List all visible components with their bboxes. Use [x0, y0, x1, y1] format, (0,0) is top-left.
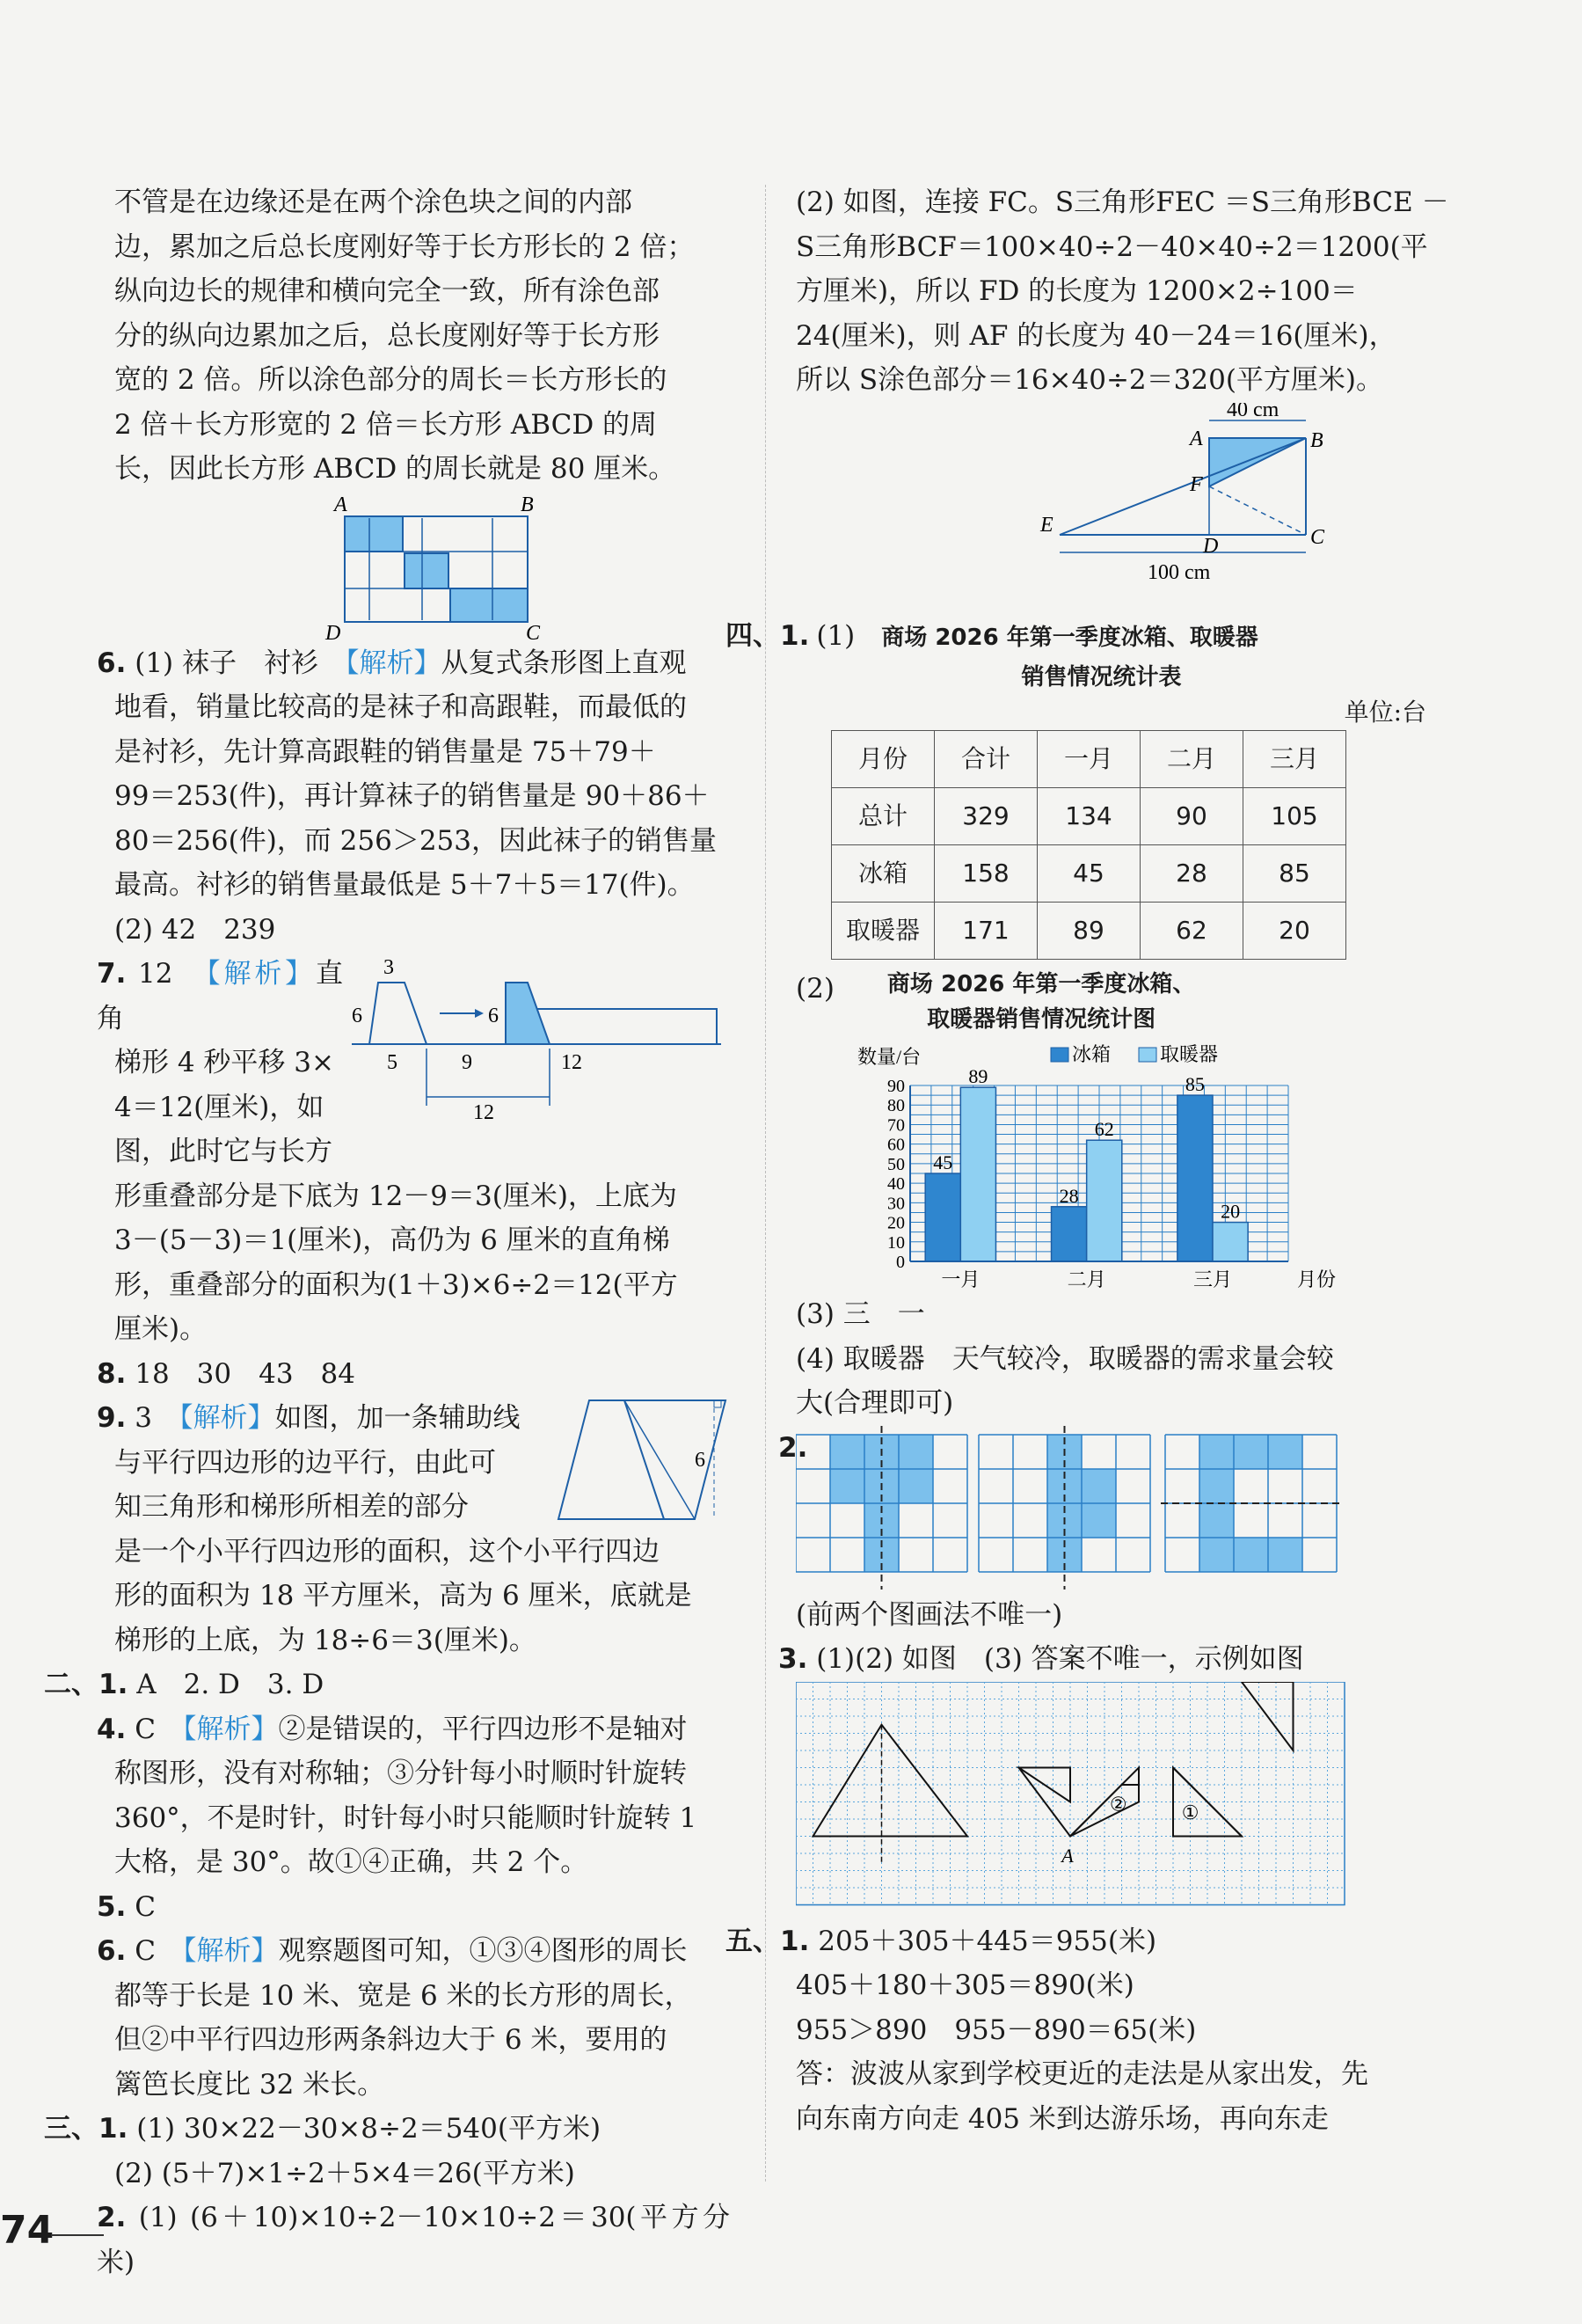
shaded-cell	[1199, 1469, 1234, 1503]
vertex-b-label: B	[521, 493, 534, 516]
shaded-cell	[1199, 1435, 1234, 1469]
q9-head: 3	[135, 1402, 179, 1434]
table-header-cell: 月份	[832, 731, 935, 788]
trapezoid-translation-figure	[352, 947, 730, 1123]
table-header-row	[832, 731, 1346, 788]
section-4	[725, 614, 1495, 1919]
sec3-q1a	[44, 2107, 730, 2152]
table-cell: 28	[1141, 845, 1243, 903]
text-line: 形的面积为 18 平方厘米，高为 6 厘米，底就是	[114, 1580, 692, 1611]
q7-number: 7.	[97, 958, 127, 990]
left-column	[44, 180, 730, 2284]
table-cell: 62	[1141, 903, 1243, 960]
sec2-q4-number: 4.	[97, 1713, 127, 1745]
text-line: 宽的 2 倍。所以涂色部分的周长＝长方形长的	[114, 364, 667, 396]
sec2-q1-number: 1.	[98, 1669, 128, 1700]
sec4-q3-number: 3.	[778, 1643, 808, 1675]
table-title-1: 商场 2026 年第一季度冰箱、取暖器	[881, 624, 1258, 651]
shaded-cell	[1234, 1435, 1268, 1469]
bar-value-label: 85	[1185, 1073, 1205, 1096]
question-6	[97, 641, 730, 953]
q7-label-12b: 12	[473, 1101, 494, 1123]
sec2-q4-head: C	[135, 1713, 183, 1745]
sec3-q2	[97, 2196, 730, 2284]
bar	[1052, 1207, 1087, 1261]
legend-label: 冰箱	[1072, 1043, 1112, 1065]
sec2-q4-first-text: ②是错误的，平行四边形不是轴对	[278, 1713, 688, 1745]
text-line: 360°，不是时针，时针每小时只能顺时针旋转 1	[114, 1801, 697, 1834]
bar	[1213, 1223, 1248, 1261]
text-line: (2) 如图，连接 FC。S三角形FEC ＝S三角形BCE －	[796, 186, 1449, 218]
vertex-a-label: A	[334, 493, 347, 516]
legend-swatch	[1139, 1048, 1156, 1062]
sec4-q3-text: (1)(2) 如图 (3) 答案不唯一，示例如图	[816, 1643, 1304, 1675]
bar-value-label: 20	[1221, 1200, 1241, 1223]
sec4-part1: (1)	[816, 619, 856, 652]
text-line: 与平行四边形的边平行，由此可	[114, 1446, 496, 1479]
text-line: 形重叠部分是下底为 12－9＝3(厘米)，上底为	[114, 1180, 677, 1212]
x-tick-label: 一月	[941, 1268, 981, 1290]
shaded-cell	[1199, 1503, 1234, 1538]
vertex-b-label: B	[1310, 428, 1323, 452]
q6-number: 6.	[97, 647, 127, 679]
text-line: 大格，是 30°。故①④正确，共 2 个。	[114, 1846, 588, 1878]
sec5-label: 五、	[725, 1925, 780, 1957]
text-line: 称图形，没有对称轴；③分针每小时顺时针旋转	[114, 1758, 687, 1789]
shaded-cell	[1268, 1538, 1302, 1572]
y-tick-label: 80	[887, 1096, 905, 1116]
q7-label-5: 5	[387, 1051, 397, 1074]
table-header-cell: 合计	[935, 731, 1038, 788]
text-line: 梯形的上底，为 18÷6＝3(厘米)。	[114, 1624, 536, 1656]
y-axis-label: 数量/台	[857, 1046, 922, 1068]
analysis-tag: 【解析】	[182, 1935, 279, 1967]
text-line: 2 倍＋长方形宽的 2 倍＝长方形 ABCD 的周	[114, 408, 658, 441]
shaded-cell	[1199, 1538, 1234, 1572]
sec4-label: 四、	[725, 619, 780, 652]
text-line: 知三角形和梯形所相差的部分	[114, 1491, 469, 1523]
sec2-q5-number: 5.	[97, 1890, 127, 1923]
shape-2-label: ②	[1109, 1792, 1127, 1815]
q6-first-line	[97, 641, 730, 686]
sec2-q4-first	[97, 1707, 730, 1752]
y-tick-label: 70	[887, 1115, 905, 1136]
shaded-cell	[899, 1435, 933, 1469]
vertex-d-label: D	[325, 621, 341, 641]
text-line: 分的纵向边累加之后，总长度刚好等于长方形	[114, 319, 660, 352]
bar-value-label: 28	[1059, 1184, 1079, 1207]
shaded-cell	[1234, 1538, 1268, 1572]
sec4-part2: (2)	[796, 973, 835, 1005]
shaded-cell	[830, 1435, 864, 1469]
text-line: 是衬衫，先计算高跟鞋的销售量是 75＋79＋	[114, 735, 656, 768]
y-tick-label: 50	[887, 1154, 905, 1174]
vertex-c-label: C	[526, 621, 541, 641]
text-line: 长，因此长方形 ABCD 的周长就是 80 厘米。	[114, 453, 676, 485]
sec3-q1-number: 1.	[98, 2113, 128, 2145]
text-line: 厘米)。	[114, 1313, 208, 1345]
sales-table	[831, 730, 1346, 960]
text-line: 24(厘米)，则 AF 的长度为 40－24＝16(厘米)，	[796, 319, 1396, 352]
table-cell: 45	[1038, 845, 1141, 903]
legend-swatch	[1051, 1048, 1068, 1062]
sec2-q6-first	[97, 1929, 730, 1974]
question-8	[97, 1352, 730, 1397]
text-line: 边，累加之后总长度刚好等于长方形长的 2 倍；	[114, 230, 695, 263]
sec4-q2-note: (前两个图画法不唯一)	[796, 1598, 1063, 1631]
page-number: 74	[0, 2208, 55, 2253]
text-line: 80＝256(件)，而 256＞253，因此袜子的销售量	[114, 824, 717, 857]
text-line: 但②中平行四边形两条斜边大于 6 米，要用的	[114, 2024, 667, 2056]
shaded-cell	[899, 1469, 933, 1503]
legend-label: 取暖器	[1160, 1043, 1219, 1065]
table-cell: 171	[935, 903, 1038, 960]
section-3	[44, 2107, 730, 2284]
text-line: 3－(5－3)＝1(厘米)，高仍为 6 厘米的直角梯	[114, 1224, 670, 1256]
shaded-cell	[1082, 1503, 1116, 1538]
table-cell: 冰箱	[832, 845, 935, 903]
chart-title-line1: 商场 2026 年第一季度冰箱、	[886, 971, 1196, 998]
bar-value-label: 89	[968, 1065, 988, 1088]
bar	[925, 1173, 960, 1261]
section-5	[725, 1919, 1495, 2142]
sec2-q5-text: C	[135, 1890, 156, 1923]
sec3-q1a-text: (1) 30×22－30×8÷2＝540(平方米)	[136, 2113, 601, 2145]
bar	[1087, 1140, 1122, 1261]
sec2-q6-first-text: 观察题图可知，①③④图形的周长	[278, 1935, 688, 1967]
table-cell: 取暖器	[832, 903, 935, 960]
vertex-f-label: F	[1190, 472, 1203, 496]
sec5-line1	[725, 1919, 1495, 1964]
text-line: 最高。衬衫的销售量最低是 5＋7＋5＝17(件)。	[114, 869, 695, 901]
vertex-e-label: E	[1040, 513, 1053, 537]
text-line: 4＝12(厘米)，如	[114, 1091, 324, 1123]
sec2-items: A 2. D 3. D	[136, 1669, 324, 1700]
sec3-label: 三、	[44, 2113, 98, 2145]
text-line: 答：波波从家到学校更近的走法是从家出发，先	[796, 2058, 1368, 2090]
table-header-cell: 三月	[1243, 731, 1346, 788]
sec3-q1b: (2) (5＋7)×1÷2＋5×4＝26(平方米)	[114, 2157, 575, 2189]
sec4-part4b: 大(合理即可)	[796, 1387, 954, 1419]
sec4-q3-line	[778, 1637, 1495, 1682]
triangle-question-text	[796, 180, 1495, 403]
analysis-tag: 【解析】	[182, 1713, 279, 1745]
sec2-q6-number: 6.	[97, 1935, 127, 1967]
q7-first: 直角	[97, 958, 344, 1034]
q8-text: 18 30 43 84	[135, 1357, 356, 1390]
parallelogram-figure	[554, 1396, 730, 1528]
analysis-tag: 【解析】	[179, 1402, 275, 1434]
sec4-q2-number: 2.	[778, 1431, 808, 1464]
table-header-cell: 二月	[1141, 731, 1243, 788]
chart-title-line2: 取暖器销售情况统计图	[927, 1006, 1156, 1033]
sec2-label: 二、	[44, 1669, 98, 1700]
table-row	[832, 788, 1346, 845]
vertex-d-label: D	[1203, 534, 1219, 558]
vertex-a-label: A	[1190, 427, 1203, 450]
table-row	[832, 903, 1346, 960]
sec5-q1-number: 1.	[780, 1925, 810, 1957]
text-line: 图，此时它与长方	[114, 1136, 332, 1167]
text-line: S三角形BCF＝100×40÷2－40×40÷2＝1200(平	[796, 230, 1428, 263]
shape-1-label: ①	[1181, 1801, 1199, 1823]
sec4-part3: (3) 三 一	[796, 1298, 925, 1330]
x-axis-label: 月份	[1297, 1268, 1337, 1290]
analysis-tag: 【解析】	[345, 647, 441, 679]
q9-number: 9.	[97, 1402, 127, 1434]
vertex-c-label: C	[1310, 525, 1325, 549]
q7-first-line	[97, 952, 343, 1041]
text-line: 都等于长是 10 米、宽是 6 米的长方形的周长，	[114, 1979, 692, 2012]
sec2-q6-head: C	[135, 1935, 183, 1967]
text-line: 篱笆长度比 32 米长。	[114, 2068, 385, 2101]
right-column	[725, 180, 1495, 2141]
text-line: 405＋180＋305＝890(米)	[796, 1970, 1134, 2001]
y-tick-label: 90	[887, 1077, 905, 1096]
table-cell: 总计	[832, 788, 935, 845]
table-cell: 158	[935, 845, 1038, 903]
x-tick-label: 二月	[1067, 1268, 1106, 1290]
table-header-cell: 一月	[1038, 731, 1141, 788]
bar-value-label: 45	[933, 1151, 953, 1173]
y-tick-label: 0	[896, 1253, 905, 1272]
table-unit: 单位:台	[1344, 698, 1426, 727]
section-2	[44, 1663, 730, 2107]
table-cell: 20	[1243, 903, 1346, 960]
shaded-cell	[1268, 1435, 1302, 1469]
intro-paragraph	[114, 180, 730, 492]
sec4-q1-number: 1.	[780, 619, 810, 652]
point-a-label: A	[1061, 1844, 1074, 1867]
q7-label-6b: 6	[488, 1005, 499, 1027]
column-divider	[765, 185, 766, 2181]
q6-first: 从复式条形图上直观	[441, 647, 687, 679]
triangle-shape	[1070, 1767, 1139, 1836]
q8-number: 8.	[97, 1357, 127, 1390]
text-line: 99＝253(件)，再计算袜子的销售量是 90＋86＋	[114, 780, 710, 812]
bar	[960, 1087, 995, 1261]
sec2-line	[44, 1663, 730, 1707]
table-cell: 90	[1141, 788, 1243, 845]
text-line: 955＞890 955－890＝65(米)	[796, 2013, 1197, 2046]
bar-chart	[857, 1037, 1385, 1292]
sec3-q2a-text: (1) (6＋10)×10÷2－10×10÷2＝30(平方分米)	[97, 2202, 730, 2278]
question-7	[97, 952, 730, 1352]
q7-head: 12	[138, 958, 208, 990]
q7-label-3: 3	[383, 956, 394, 979]
bar	[1177, 1095, 1213, 1261]
table-cell: 89	[1038, 903, 1141, 960]
symmetry-grid-figures	[796, 1426, 1482, 1593]
y-tick-label: 20	[887, 1213, 905, 1233]
text-line: 是一个小平行四边形的面积，这个小平行四边	[114, 1535, 660, 1568]
shaded-cell	[830, 1469, 864, 1503]
triangle-figure	[796, 403, 1495, 614]
q9-height-label: 6	[695, 1449, 705, 1472]
sec5-line1-text: 205＋305＋445＝955(米)	[818, 1925, 1157, 1957]
bottom-length-label: 100 cm	[1148, 560, 1211, 584]
q7-label-9: 9	[462, 1051, 472, 1074]
rotation-grid-figure	[796, 1682, 1411, 1919]
page-number-rule	[51, 2234, 104, 2236]
table-cell: 329	[935, 788, 1038, 845]
y-tick-label: 60	[887, 1135, 905, 1155]
table-cell: 85	[1243, 845, 1346, 903]
table-cell: 105	[1243, 788, 1346, 845]
sec4-part4a: (4) 取暖器 天气较冷，取暖器的需求量会较	[796, 1342, 1334, 1375]
table-row	[832, 845, 1346, 903]
text-line: 形，重叠部分的面积为(1＋3)×6÷2＝12(平方	[114, 1268, 678, 1301]
text-line: 方厘米)，所以 FD 的长度为 1200×2÷100＝	[796, 275, 1358, 307]
table-cell: 134	[1038, 788, 1141, 845]
triangle-shape	[1019, 1767, 1071, 1801]
q9-first: 如图，加一条辅助线	[274, 1402, 521, 1434]
sec3-q2-number: 2.	[97, 2202, 127, 2233]
shaded-cell	[1082, 1469, 1116, 1503]
x-tick-label: 三月	[1192, 1268, 1233, 1290]
y-tick-label: 30	[887, 1194, 905, 1214]
sec2-q5	[97, 1885, 730, 1930]
q6-head: (1) 袜子 衬衫	[135, 647, 346, 679]
bar-value-label: 62	[1094, 1118, 1114, 1141]
question-9	[97, 1396, 730, 1663]
q7-label-12a: 12	[561, 1051, 582, 1074]
text-line: 梯形 4 秒平移 3×	[114, 1047, 334, 1078]
y-tick-label: 40	[887, 1174, 905, 1195]
text-line: 不管是在边缘还是在两个涂色块之间的内部	[114, 186, 632, 218]
q7-label-6a: 6	[352, 1005, 362, 1027]
top-length-label: 40 cm	[1227, 402, 1279, 421]
table-title-2: 销售情况统计表	[1021, 664, 1182, 691]
text-line: 所以 S涂色部分＝16×40÷2＝320(平方厘米)。	[796, 364, 1384, 396]
analysis-tag: 【解析】	[207, 958, 317, 990]
text-line: 向东南方向走 405 米到达游乐场，再向东走	[796, 2102, 1329, 2135]
text-line: 地看，销量比较高的是袜子和高跟鞋，而最低的	[114, 691, 687, 723]
text-line: 纵向边长的规律和横向完全一致，所有涂色部	[114, 275, 660, 307]
y-tick-label: 10	[887, 1232, 905, 1253]
rectangle-abcd-figure	[114, 492, 730, 641]
q6-part2: (2) 42 239	[114, 913, 276, 946]
